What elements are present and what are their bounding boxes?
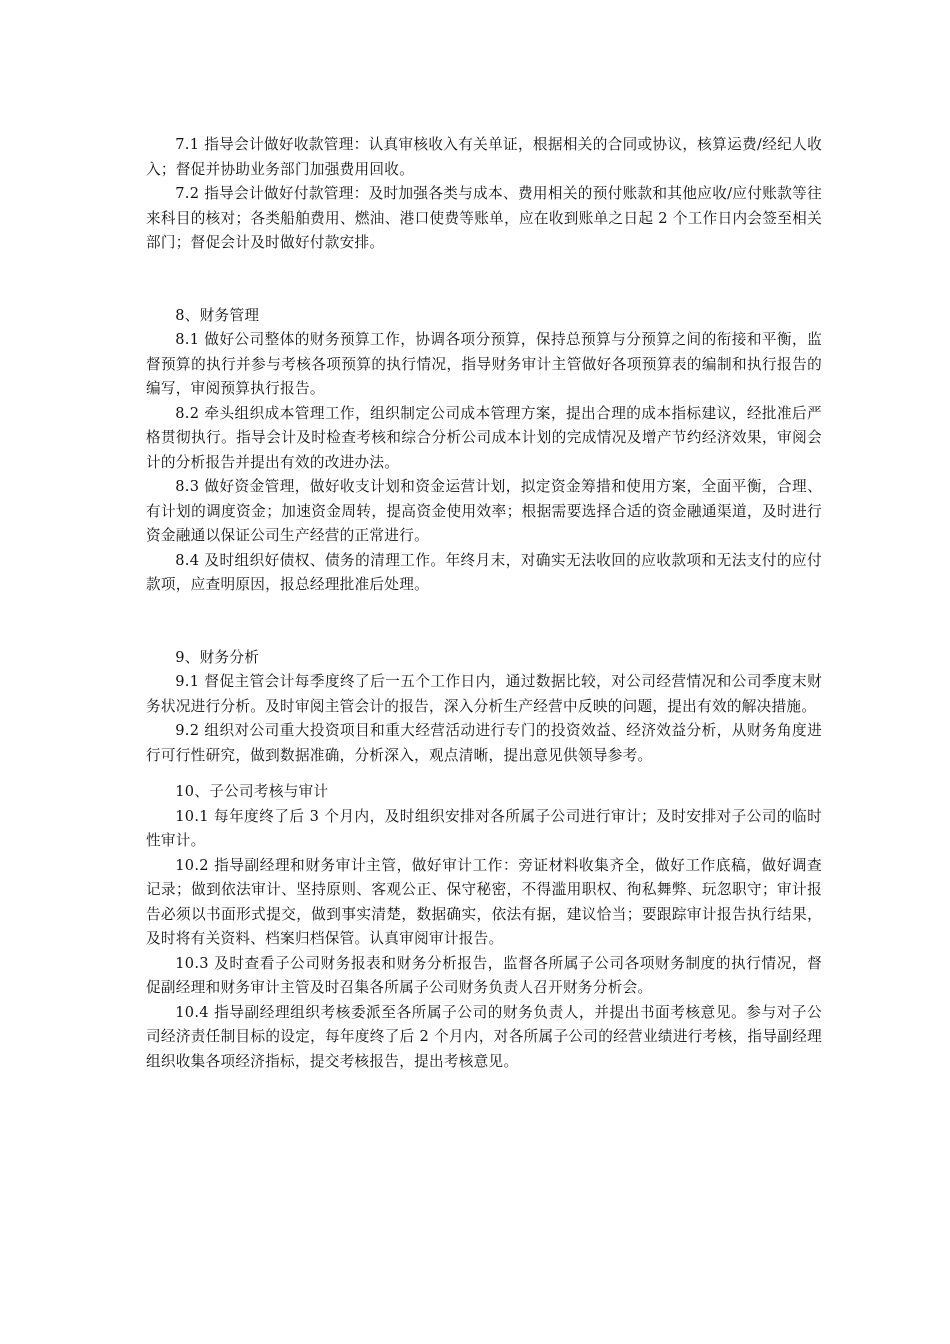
section-spacer [146, 768, 822, 780]
paragraph-10-4: 10.4 指导副经理组织考核委派至各所属子公司的财务负责人，并提出书面考核意见。参与对子公司经济责任制目标的设定，每年度终了后 2 个月内，对各所属子公司的经营业绩进行考核，指导副经理组织收集各项经济指标，提交考核报告，提出考核意见。 [146, 1003, 822, 1070]
paragraph-9-2: 9.2 组织对公司重大投资项目和重大经营活动进行专门的投资效益、经济效益分析，从财务角度进行可行性研究，做到数据准确，分析深入，观点清晰，提出意见供领导参考。 [146, 722, 822, 764]
section-spacer [146, 598, 822, 646]
section-heading-8: 8、财务管理 [175, 306, 260, 324]
paragraph-10-1: 10.1 每年度终了后 3 个月内，及时组织安排对各所属子公司进行审计；及时安排对子公司的临时性审计。 [146, 807, 822, 849]
paragraph-10-2: 10.2 指导副经理和财务审计主管，做好审计工作：旁证材料收集齐全，做好工作底稿，做好调查记录；做到依法审计、坚持原则、客观公正、保守秘密，不得滥用职权、徇私舞弊、玩忽职守；审计报告必须以书面形式提交，做到事实清楚，数据确实，依法有据，建议恰当；要跟踪审计报告执行结果，及时将有关资料、档案归档保管。认真审阅审计报告。 [146, 856, 822, 947]
paragraph-9-1: 9.1 督促主管会计每季度终了后一五个工作日内，通过数据比较，对公司经营情况和公司季度末财务状况进行分析。及时审阅主管会计的报告，深入分析生产经营中反映的问题，提出有效的解决措施。 [146, 673, 822, 715]
section-heading-10: 10、子公司考核与审计 [175, 783, 329, 800]
document-page [146, 133, 822, 1074]
paragraph-7-1: 7.1 指导会计做好收款管理：认真审核收入有关单证，根据相关的合同或协议，核算运费/经纪人收入；督促并协助业务部门加强费用回收。 [146, 136, 822, 178]
section-spacer [146, 256, 822, 304]
paragraph-8-3: 8.3 做好资金管理，做好收支计划和资金运营计划，拟定资金筹措和使用方案，全面平衡，合理、有计划的调度资金；加速资金周转，提高资金使用效率；根据需要选择合适的资金融通渠道，及时进行资金融通以保证公司生产经营的正常进行。 [146, 478, 822, 544]
paragraph-8-4: 8.4 及时组织好债权、债务的清理工作。年终月末，对确实无法收回的应收款项和无法支付的应付款项，应查明原因，报总经理批准后处理。 [146, 551, 822, 593]
paragraph-8-2: 8.2 牵头组织成本管理工作，组织制定公司成本管理方案，提出合理的成本指标建议，经批准后严格贯彻执行。指导会计及时检查考核和综合分析公司成本计划的完成情况及增产节约经济效果，审阅会计的分析报告并提出有效的改进办法。 [146, 404, 822, 471]
paragraph-8-1: 8.1 做好公司整体的财务预算工作，协调各项分预算，保持总预算与分预算之间的衔接和平衡，监督预算的执行并参与考核各项预算的执行情况，指导财务审计主管做好各项预算表的编制和执行报告的编写，审阅预算执行报告。 [146, 331, 822, 397]
paragraph-10-3: 10.3 及时查看子公司财务报表和财务分析报告，监督各所属子公司各项财务制度的执行情况，督促副经理和财务审计主管及时召集各所属子公司财务负责人召开财务分析会。 [146, 954, 822, 996]
paragraph-7-2: 7.2 指导会计做好付款管理：及时加强各类与成本、费用相关的预付账款和其他应收/应付账款等往来科目的核对；各类船舶费用、燃油、港口使费等账单，应在收到账单之日起 2 个工作日内会签至相关部门；督促会计及时做好付款安排。 [146, 185, 822, 251]
section-heading-9: 9、财务分析 [175, 648, 260, 666]
